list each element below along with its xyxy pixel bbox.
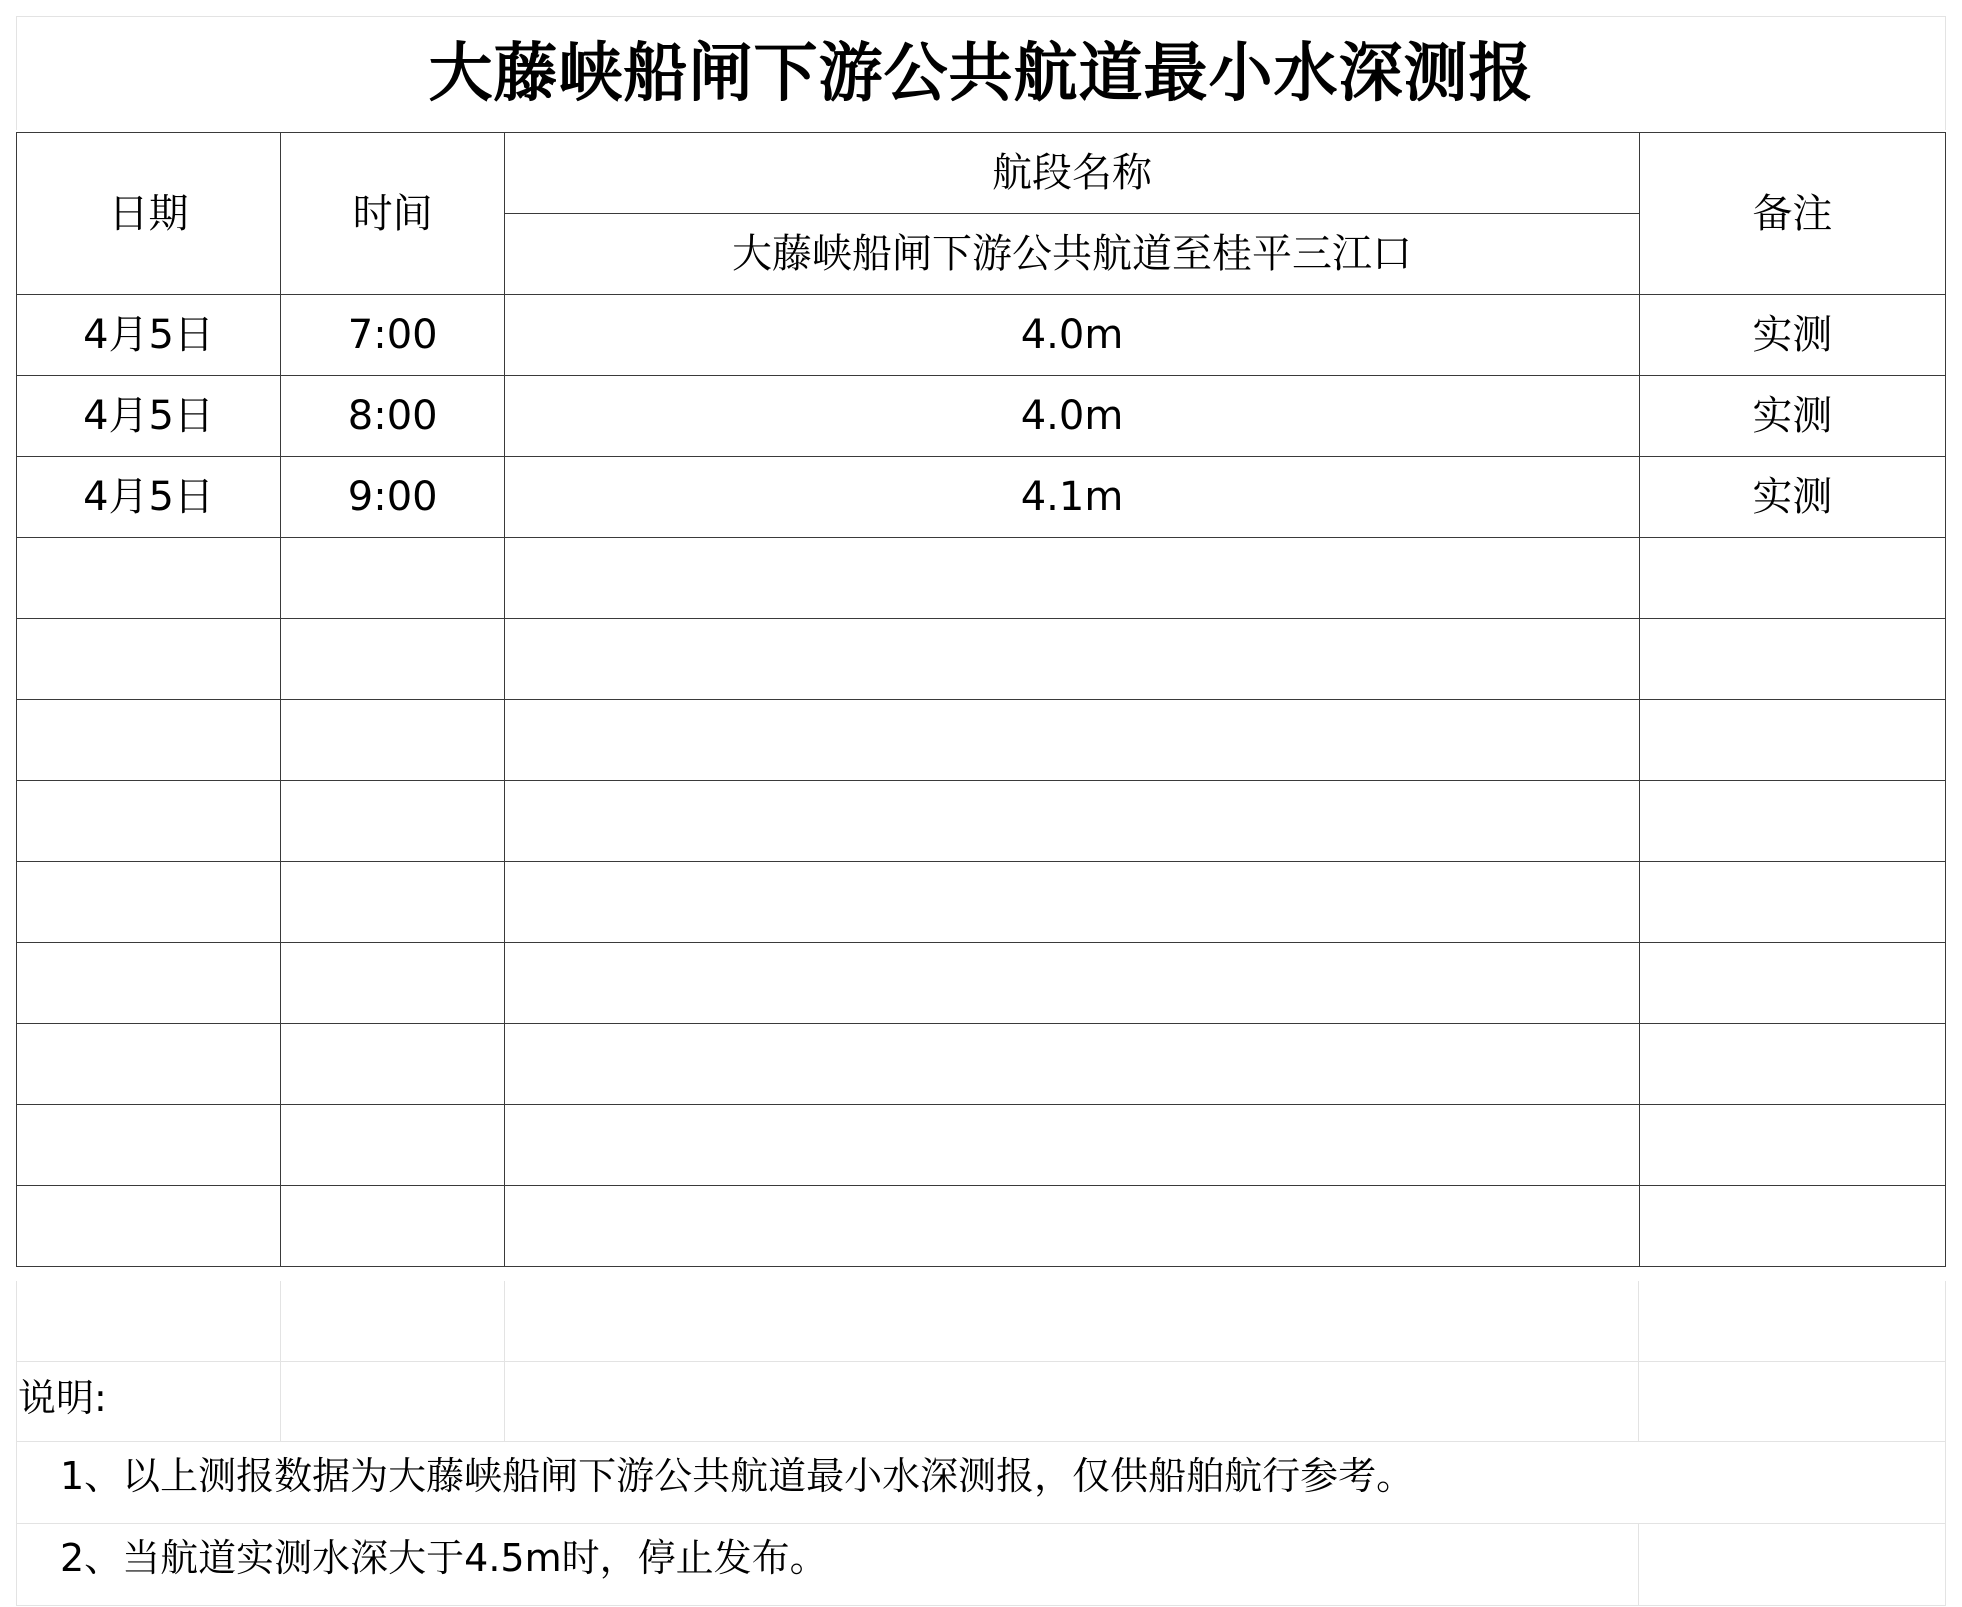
cell-time[interactable] (281, 1105, 505, 1186)
cell-depth[interactable] (505, 538, 1640, 619)
cell-date[interactable] (17, 1105, 281, 1186)
cell-note[interactable] (1639, 1024, 1945, 1105)
cell-date[interactable] (17, 862, 281, 943)
title-row (16, 16, 1946, 130)
cell-time[interactable] (281, 619, 505, 700)
table-row (17, 862, 1946, 943)
cell-note[interactable] (1639, 1105, 1945, 1186)
cell-date[interactable]: 4月5日 (17, 457, 281, 538)
header-segment: 大藤峡船闸下游公共航道至桂平三江口 (505, 214, 1640, 295)
table-row (17, 1105, 1946, 1186)
depth-report-table (16, 132, 1946, 1267)
table-row (17, 781, 1946, 862)
table-row (17, 619, 1946, 700)
cell-depth[interactable]: 4.0m (505, 295, 1640, 376)
cell-time[interactable] (281, 700, 505, 781)
cell-note[interactable]: 实测 (1639, 295, 1945, 376)
cell-date[interactable]: 4月5日 (17, 295, 281, 376)
cell-date[interactable]: 4月5日 (17, 376, 281, 457)
cell-date[interactable] (17, 1186, 281, 1267)
spreadsheet-sheet (16, 16, 1946, 1590)
cell-time[interactable] (281, 1024, 505, 1105)
gridline (1945, 1281, 1946, 1606)
cell-time[interactable] (281, 862, 505, 943)
cell-depth[interactable]: 4.0m (505, 376, 1640, 457)
cell-depth[interactable] (505, 781, 1640, 862)
table-row (17, 457, 1946, 538)
cell-note[interactable] (1639, 862, 1945, 943)
table-row (17, 538, 1946, 619)
cell-note[interactable] (1639, 781, 1945, 862)
cell-time[interactable] (281, 781, 505, 862)
gridline (16, 1361, 1946, 1362)
header-time: 时间 (281, 133, 505, 295)
cell-date[interactable] (17, 1024, 281, 1105)
cell-date[interactable] (17, 538, 281, 619)
cell-time[interactable] (281, 538, 505, 619)
cell-date[interactable] (17, 700, 281, 781)
cell-note[interactable]: 实测 (1639, 376, 1945, 457)
gridline (16, 1441, 1946, 1442)
cell-time[interactable]: 8:00 (281, 376, 505, 457)
cell-date[interactable] (17, 943, 281, 1024)
notes-label: 说明: (18, 1376, 107, 1420)
cell-depth[interactable]: 4.1m (505, 457, 1640, 538)
cell-note[interactable] (1639, 943, 1945, 1024)
table-row (17, 943, 1946, 1024)
header-date: 日期 (17, 133, 281, 295)
cell-depth[interactable] (505, 700, 1640, 781)
cell-depth[interactable] (505, 619, 1640, 700)
table-row (17, 1024, 1946, 1105)
cell-note[interactable] (1639, 1186, 1945, 1267)
cell-depth[interactable] (505, 1186, 1640, 1267)
note-item-2: 2、当航道实测水深大于4.5m时，停止发布。 (60, 1536, 828, 1580)
cell-note[interactable] (1639, 700, 1945, 781)
table-row (17, 1186, 1946, 1267)
table-row (17, 376, 1946, 457)
cell-depth[interactable] (505, 862, 1640, 943)
cell-time[interactable] (281, 943, 505, 1024)
cell-depth[interactable] (505, 1024, 1640, 1105)
gridline (1638, 1523, 1639, 1606)
cell-time[interactable]: 9:00 (281, 457, 505, 538)
cell-depth[interactable] (505, 943, 1640, 1024)
cell-date[interactable] (17, 619, 281, 700)
page-title: 大藤峡船闸下游公共航道最小水深测报 (428, 36, 1534, 111)
cell-time[interactable] (281, 1186, 505, 1267)
cell-note[interactable]: 实测 (1639, 457, 1945, 538)
cell-note[interactable] (1639, 538, 1945, 619)
table-row (17, 700, 1946, 781)
gridline (16, 1281, 17, 1606)
cell-time[interactable]: 7:00 (281, 295, 505, 376)
cell-date[interactable] (17, 781, 281, 862)
gridline (16, 1523, 1946, 1524)
cell-depth[interactable] (505, 1105, 1640, 1186)
note-item-1: 1、以上测报数据为大藤峡船闸下游公共航道最小水深测报，仅供船舶航行参考。 (60, 1454, 1415, 1498)
header-segment-group: 航段名称 (505, 133, 1640, 214)
gridline (16, 1605, 1946, 1606)
cell-note[interactable] (1639, 619, 1945, 700)
header-note: 备注 (1639, 133, 1945, 295)
header-row (17, 133, 1946, 214)
table-row (17, 295, 1946, 376)
